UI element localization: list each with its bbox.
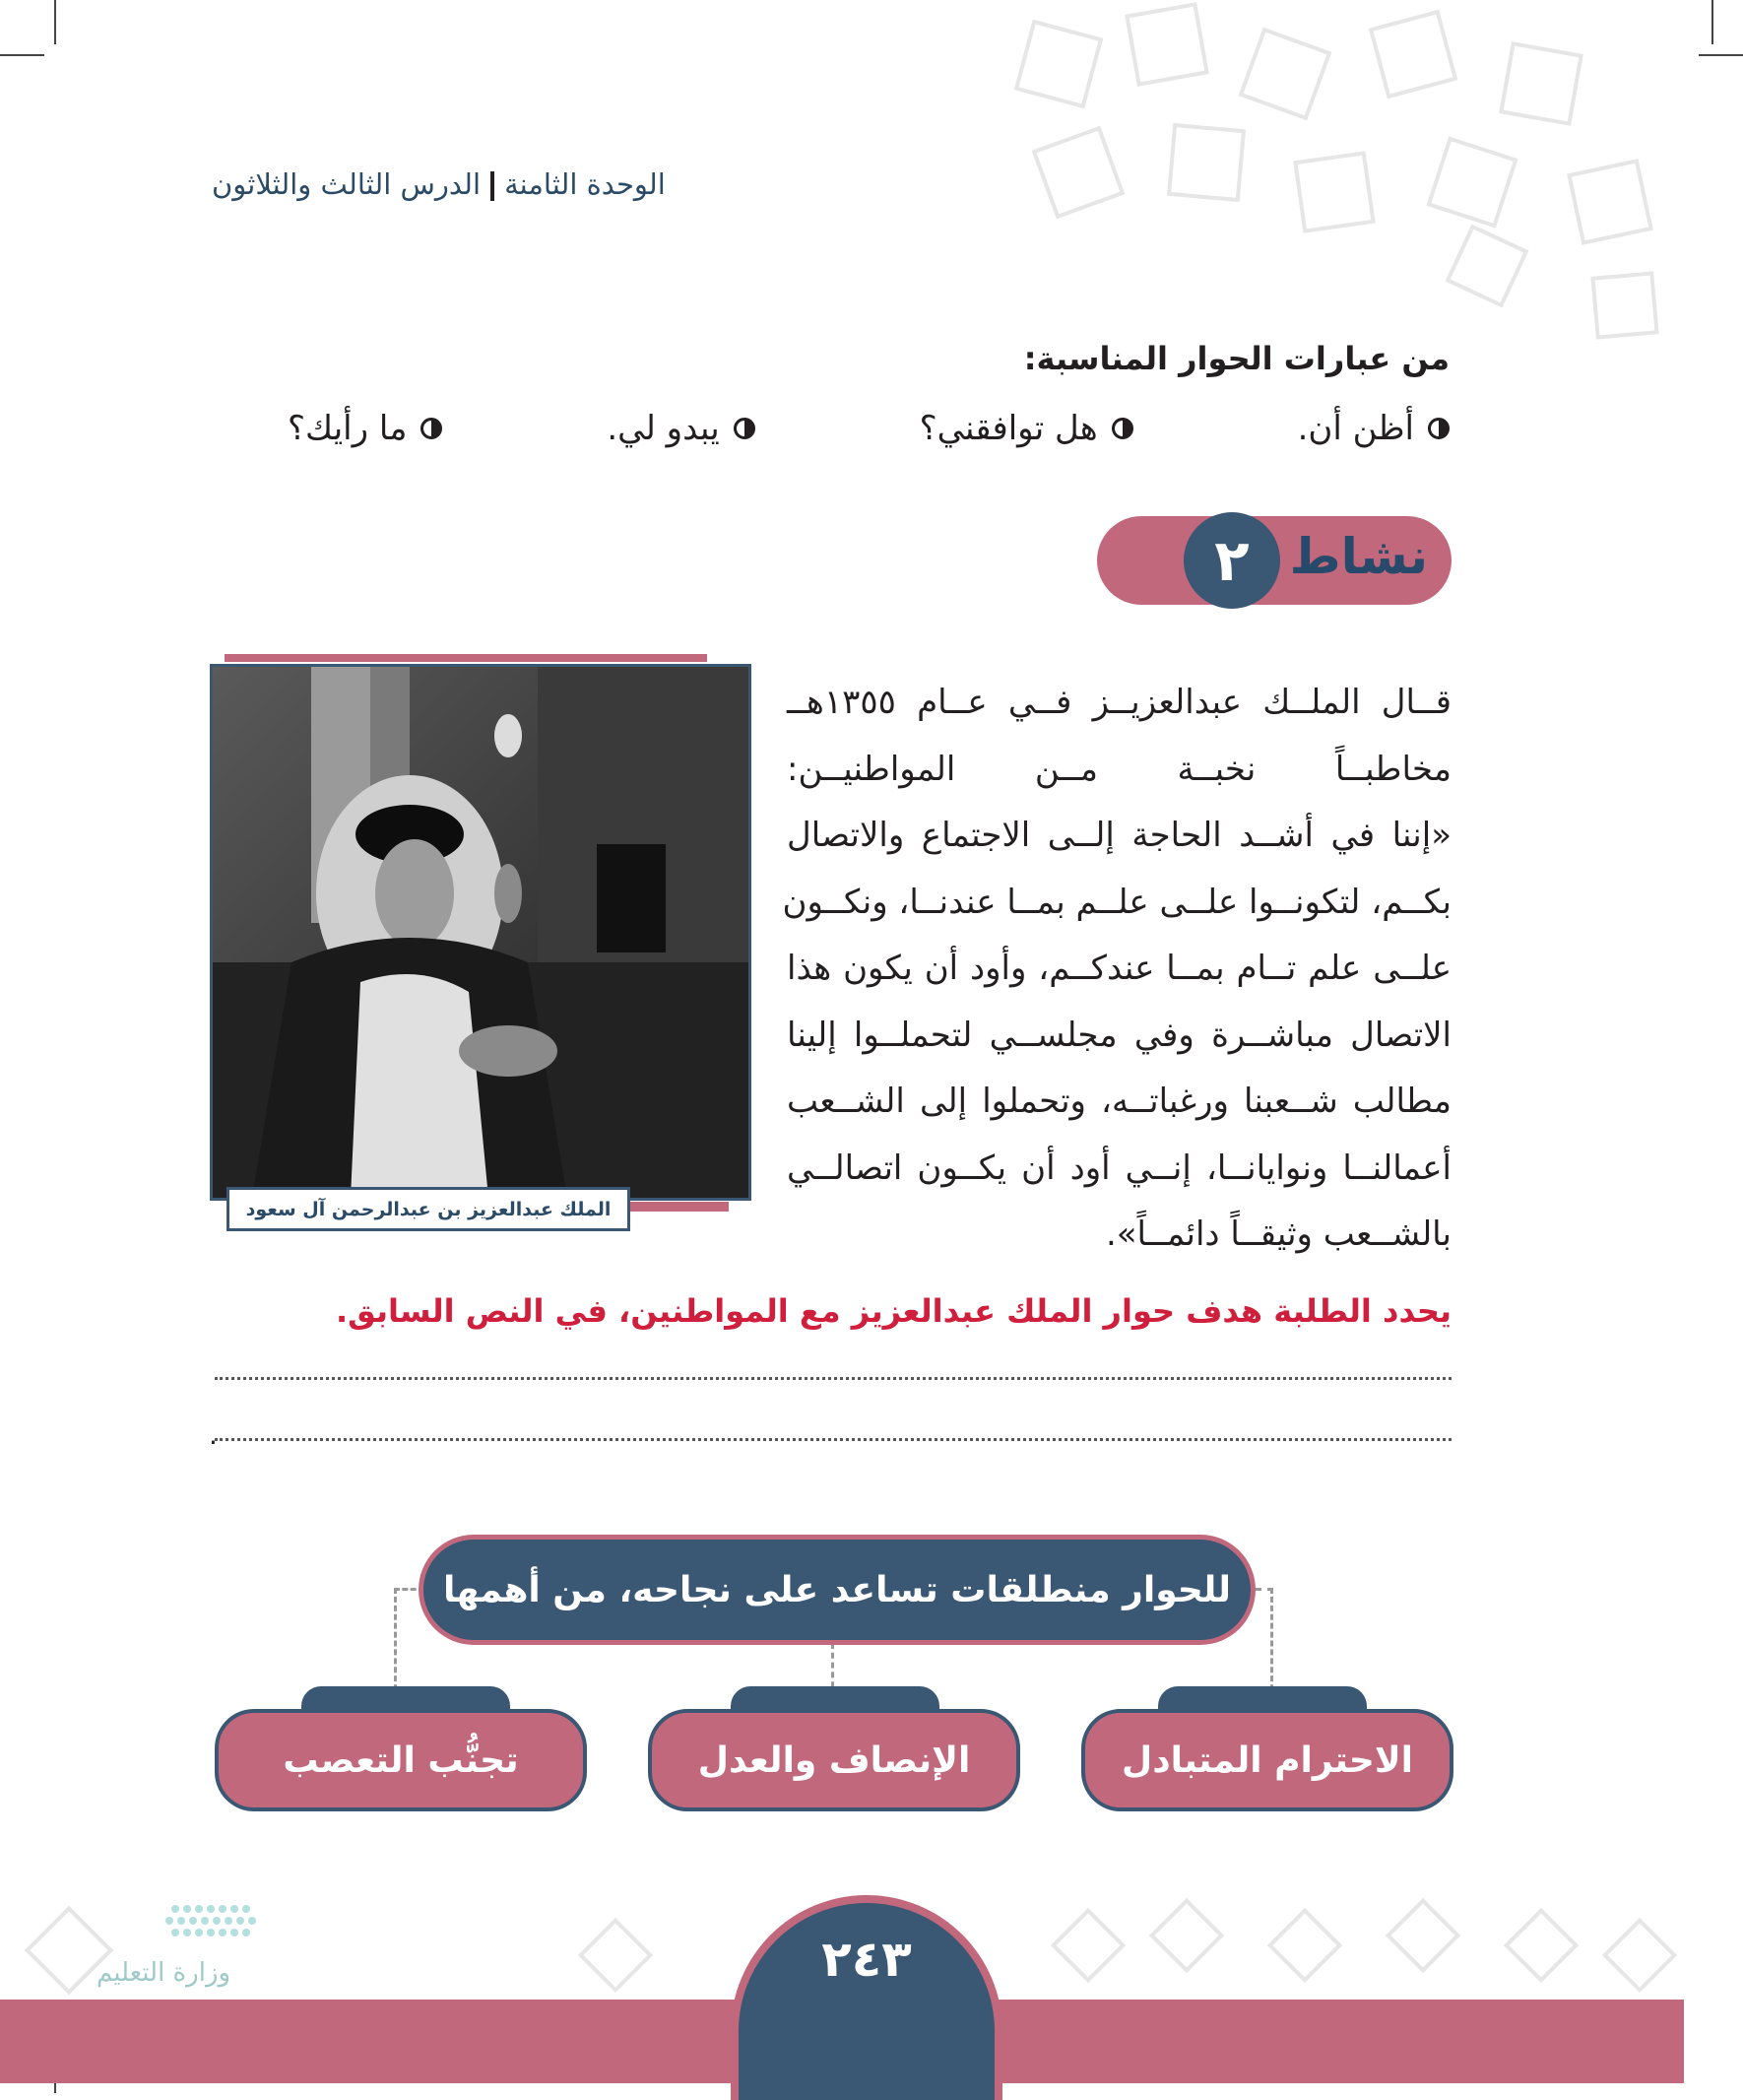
ministry-logo-icon xyxy=(97,1889,333,2007)
lesson-title: الدرس الثالث والثلاثون xyxy=(212,167,482,201)
page-number: ٢٤٣ xyxy=(739,1903,995,2100)
phrase-item xyxy=(920,409,1133,448)
quote-line: قــال الملــك عبدالعزيــز فــي عــام ١٣٥٥هــ xyxy=(787,683,1452,722)
quote-line: بكــم، لتكونــوا علــى علــم بمــا عندنــا، ونكــون xyxy=(782,882,1452,922)
answer-line[interactable] xyxy=(215,1377,1452,1380)
answer-line[interactable] xyxy=(215,1438,1452,1441)
answer-end-mark: . xyxy=(209,1418,218,1451)
activity-number: ٢ xyxy=(1184,512,1280,609)
phrase-text: أظن أن. xyxy=(1297,409,1414,448)
activity-label: نشاط xyxy=(1289,528,1428,585)
quote-line: «إننا في أشــد الحاجة إلــى الاجتماع والاتصال xyxy=(787,816,1452,855)
mindmap-item-no-bias: تجنُّب التعصب xyxy=(215,1709,587,1811)
unit-title: الوحدة الثامنة xyxy=(504,167,666,201)
header-separator xyxy=(490,171,494,201)
connector-right xyxy=(1256,1588,1273,1699)
mindmap-item-fairness: الإنصاف والعدل xyxy=(648,1709,1020,1811)
king-photo xyxy=(210,664,751,1201)
quote-text xyxy=(782,670,1452,1269)
phrase-item xyxy=(288,409,442,448)
photo-accent-line xyxy=(225,654,707,662)
quote-line: مخاطبــاً نخبــة مــن المواطنيــن: xyxy=(787,749,1452,789)
page-header xyxy=(212,167,694,201)
quote-line: بالشــعب وثيقــاً دائمــاً». xyxy=(1105,1214,1452,1254)
quote-line: أعمالنــا ونوايانــا، إنــي أود أن يكــون اتصالــي xyxy=(787,1148,1452,1188)
phrase-item xyxy=(1298,409,1450,448)
phrase-text: يبدو لي. xyxy=(607,409,720,448)
phrases-title: من عبارات الحوار المناسبة: xyxy=(1023,340,1450,377)
bullet-icon xyxy=(734,418,755,439)
connector-left xyxy=(394,1588,424,1699)
phrase-text: هل توافقني؟ xyxy=(919,409,1098,448)
bullet-icon xyxy=(1112,418,1133,439)
photo-caption: الملك عبدالعزيز بن عبدالرحمن آل سعود xyxy=(226,1187,630,1231)
task-instruction: يحدد الطلبة هدف حوار الملك عبدالعزيز مع المواطنين، في النص السابق. xyxy=(336,1292,1452,1330)
quote-line: مطالب شــعبنا ورغباتــه، وتحملوا إلى الشــعب xyxy=(787,1082,1452,1121)
phrases-list xyxy=(288,409,1450,448)
phrase-text: ما رأيك؟ xyxy=(288,409,408,448)
ministry-logo-text: وزارة التعليم xyxy=(97,1958,231,1988)
mindmap-item-respect: الاحترام المتبادل xyxy=(1081,1709,1453,1811)
king-photo-illustration xyxy=(213,667,748,1198)
quote-line: الاتصال مباشــرة وفي مجلســي لتحملــوا إلينا xyxy=(787,1015,1452,1055)
phrase-item xyxy=(607,409,754,448)
bullet-icon xyxy=(420,418,442,439)
bullet-icon xyxy=(1428,418,1450,439)
mindmap-main: للحوار منطلقات تساعد على نجاحه، من أهمها xyxy=(423,1540,1251,1640)
quote-line: علــى علم تــام بمــا عندكــم، وأود أن يكون هذا xyxy=(787,949,1452,988)
